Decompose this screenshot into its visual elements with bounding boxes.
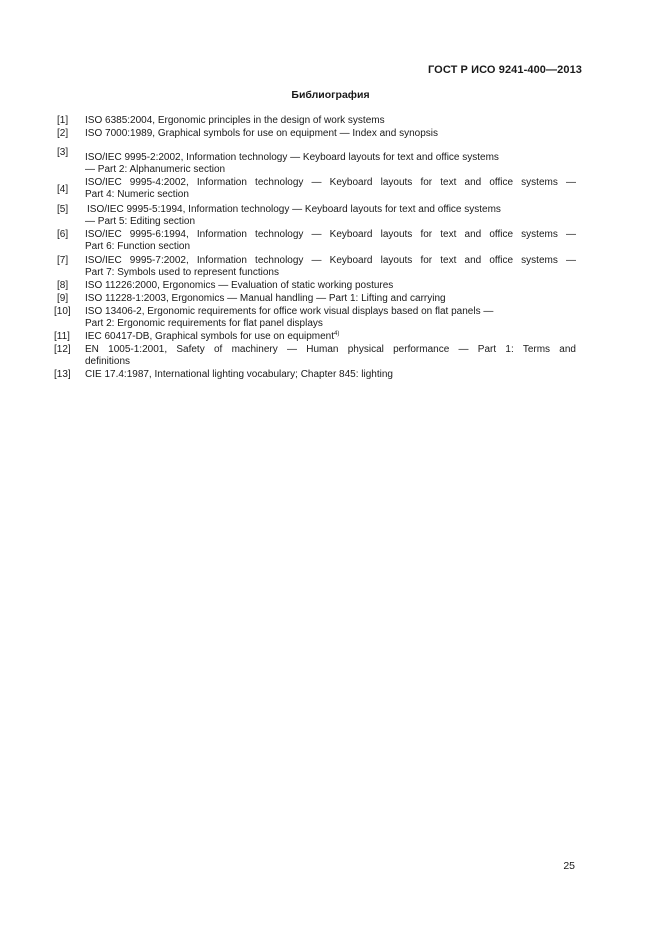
entry-line: ISO 6385:2004, Ergonomic principles in the design of work systems <box>85 115 385 126</box>
entry-line: ISO/IEC 9995-6:1994, Information technology — Keyboard layouts for text and office systems — <box>85 229 576 240</box>
entry-text <box>85 128 576 140</box>
footnote-marker: 4) <box>334 331 340 337</box>
entry-line: EN 1005-1:2001, Safety of machinery — Human physical performance — Part 1: Terms and <box>85 344 576 355</box>
entry-line: — Part 5: Editing section <box>85 216 196 228</box>
entry-line: Part 2: Ergonomic requirements for flat panel displays <box>85 318 323 330</box>
entry-text <box>85 177 576 202</box>
entry-number: [6] <box>57 229 69 240</box>
entry-text <box>85 115 576 127</box>
entry-text <box>87 204 578 229</box>
entry-line: ISO 11228-1:2003, Ergonomics — Manual handling — Part 1: Lifting and carrying <box>85 293 446 304</box>
entry-number: [8] <box>57 280 69 291</box>
entry-number: [2] <box>57 128 69 139</box>
entry-line: ISO 11226:2000, Ergonomics — Evaluation of static working postures <box>85 280 394 291</box>
entry-line: ISO 13406-2, Ergonomic requirements for office work visual displays based on flat panels — <box>85 306 494 317</box>
entry-text <box>85 152 576 177</box>
entry-line: — Part 2: Alphanumeric section <box>85 164 226 176</box>
entry-text <box>85 293 576 305</box>
entry-line: ISO 7000:1989, Graphical symbols for use on equipment — Index and synopsis <box>85 128 438 139</box>
entry-line: ISO/IEC 9995-4:2002, Information technology — Keyboard layouts for text and office systems — <box>85 177 576 188</box>
entry-text <box>85 229 576 254</box>
entry-text <box>85 344 576 369</box>
entry-number: [1] <box>57 115 69 126</box>
entry-line-text: IEC 60417-DB, Graphical symbols for use on equipment <box>85 331 335 342</box>
page-number: 25 <box>563 860 575 872</box>
entry-line: CIE 17.4:1987, International lighting vocabulary; Chapter 845: lighting <box>85 369 393 380</box>
entry-number: [3] <box>57 147 69 158</box>
entry-line: ISO/IEC 9995-7:2002, Information technology — Keyboard layouts for text and office systems — <box>85 255 576 266</box>
entry-text <box>85 255 576 280</box>
entry-text <box>85 369 576 381</box>
entry-line: Part 7: Symbols used to represent functions <box>85 267 279 279</box>
entry-text <box>85 280 576 292</box>
entry-number: [11] <box>54 331 70 342</box>
entry-line: Part 4: Numeric section <box>85 189 189 201</box>
entry-line: Part 6: Function section <box>85 241 191 253</box>
entry-text <box>85 306 576 331</box>
entry-line <box>85 331 576 343</box>
entry-text <box>85 331 576 343</box>
entry-line: definitions <box>85 356 131 368</box>
entry-number: [13] <box>54 369 71 380</box>
document-header: ГОСТ Р ИСО 9241-400—2013 <box>427 64 582 76</box>
entry-number: [12] <box>54 344 71 355</box>
entry-number: [7] <box>57 255 69 266</box>
entry-number: [5] <box>57 204 69 215</box>
entry-number: [4] <box>57 184 69 195</box>
entry-line: ISO/IEC 9995-2:2002, Information technology — Keyboard layouts for text and office systems <box>85 152 499 163</box>
bibliography-title: Библиография <box>291 89 370 101</box>
entry-line: ISO/IEC 9995-5:1994, Information technology — Keyboard layouts for text and office systems <box>87 204 501 215</box>
entry-number: [9] <box>57 293 69 304</box>
entry-number: [10] <box>54 306 71 317</box>
